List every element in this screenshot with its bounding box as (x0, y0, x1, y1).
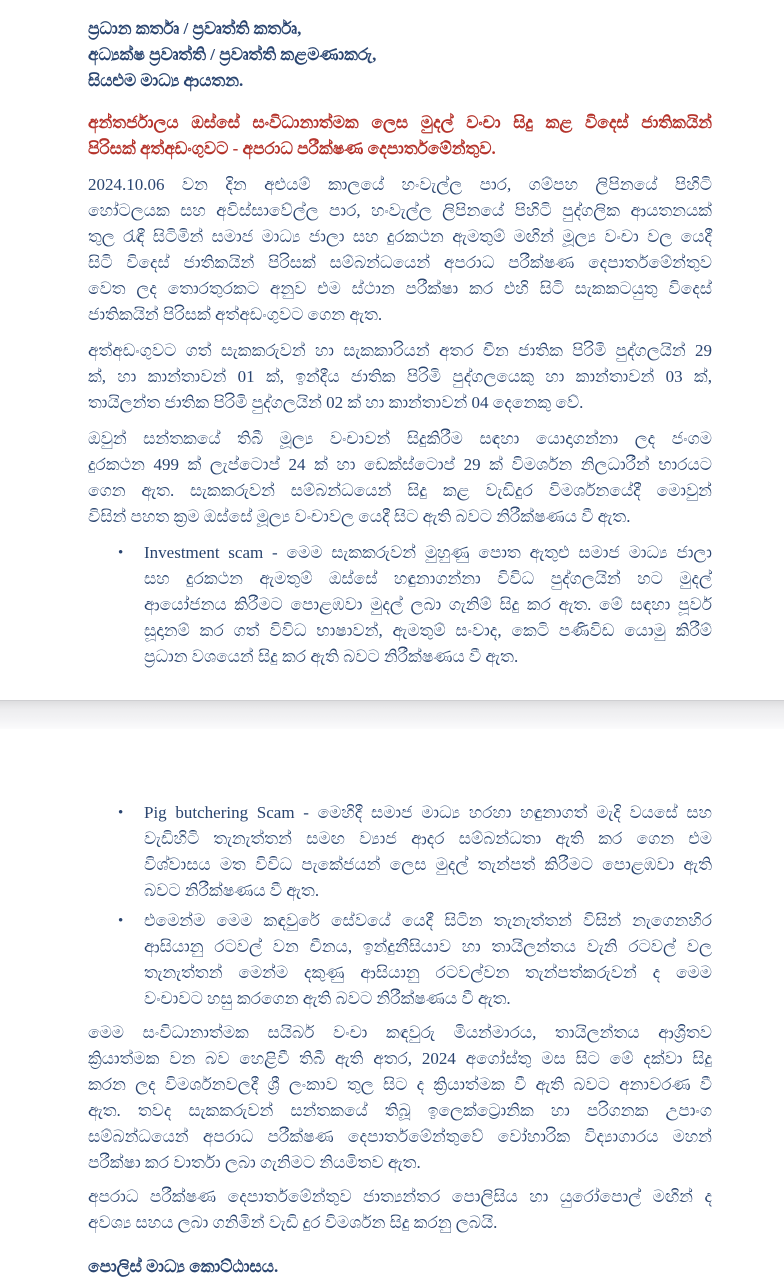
text-line: අපරාධ පරීක්ෂණ දෙපාර්තමේන්තුව ජාත්‍යන්තර පොලිසිය හා යුරෝපොල් මඟින් ද (88, 1187, 712, 1206)
bullet-scam-camp-text (144, 908, 712, 1012)
police-media-division-signature: පොලිස් මාධ්‍ය කොට්ඨාසය. (88, 1257, 279, 1276)
page-break-separator (0, 700, 784, 729)
text-line: ආසියානු රටවල් වන චීනය, ඉන්දුනීසියාව හා තායිලන්තය වැනි රටවල් වල (144, 937, 712, 956)
text-line: ආයෝජනය කිරීමට පොළඹවා මුදල් ලබා ගැනිම් සිදු කර ඇත. මේ සඳහා පූර්ව (144, 595, 712, 614)
text-line: අවශ්‍ය සහය ලබා ගනිමින් වැඩි දුර විමර්ශන සිදු කරනු ලබයි. (88, 1213, 498, 1232)
text-line: කරන ලද විමර්ශනවලදී ශ්‍රී ලංකාව තුල සිට ද ක්‍රියාත්මක වී ඇති බවට අනාවරණ වී (88, 1075, 712, 1094)
paragraph-arrest-details (88, 172, 712, 328)
text-line: බවට නිරීක්ෂණය වී ඇත. (144, 881, 320, 900)
text-line: සහ දුරකථන ඇමතුම් ඔස්සේ හඳුනාගන්නා විවිධ පුද්ගලයින් හට මුදල් (144, 569, 712, 588)
text-line: හෝටලයක සහ අවිස්සාවේල්ල පාර, හංවැල්ල ලිපිනයේ පිහිටි පුද්ගලික ආයතනයක් (88, 201, 712, 220)
bullet-pig-butchering-text (144, 800, 712, 904)
text-line: සිටි විදෙස් ජාතිකයින් පිරිසක් සම්බන්ධයෙන් අපරාධ පරීක්ෂණ දෙපාර්තමේන්තුව (88, 253, 712, 272)
text-line: අධ්‍යක්ෂ ප්‍රවෘත්ති / ප්‍රවෘත්ති කළමණාකරු, (88, 45, 377, 64)
bullet-investment-scam (118, 540, 712, 670)
text-line: ක්, හා කාන්තාවන් 01 ක්, ඉන්දීය ජාතික පිරිමි පුද්ගලයෙකු හා කාන්තාවන් 03 ක්, (88, 367, 712, 386)
recipient-address-block (88, 16, 712, 94)
text-line: Investment scam - මෙම සැකකරුවන් මුහුණු පොත ඇතුළු සමාජ මාධ්‍ය ජාලා (144, 543, 712, 562)
text-line: ඔවුන් සන්තකයේ තිබී මූල්‍ය වංචාවන් සිදුකිරීම සඳහා යොදාගන්නා ලද ජංගම (88, 429, 712, 448)
text-line: තුල රැඳී සිටිමින් සමාජ මාධ්‍ය ජාලා සහ දුරකථන ඇමතුම් මඟින් මූල්‍ය වංචා වල යෙදී (88, 227, 712, 246)
text-line: එමෙන්ම මෙම කඳවුරේ සේවයේ යෙදී සිටින තැනැත්තන් විසින් නැගෙනහිර (144, 911, 712, 930)
paragraph-seized-devices (88, 426, 712, 530)
text-line: වෙත ලද තොරතුරකට අනුව එම ස්ථාන පරීක්ෂා කර එහි සිටි සැකකටයුතු විදෙස් (88, 279, 712, 298)
bullet-pig-butchering-scam (118, 800, 712, 904)
text-line: විශ්වාසය මත විවිධ පැකේජයන් ලෙස මුදල් තැන්පත් කිරීමට පොළඹවා ඇති (144, 855, 712, 874)
paragraph-suspect-counts (88, 338, 712, 416)
text-line: ගෙන ඇත. සැකකරුවන් සම්බන්ධයෙන් සිදු කළ වැඩිදුර විමර්ශනයේදී මොවුන් (88, 481, 712, 500)
text-line: මෙම සංවිධානාත්මක සයිබර් වංචා කඳවුරු මියන්මාරය, තායිලන්තය ආශ්‍රිතව (88, 1023, 712, 1042)
text-line: විසින් පහත ක්‍රම ඔස්සේ මූල්‍ය වංචාවල යෙදී සිට ඇති බවට නිරීක්ෂණය වී ඇත. (88, 507, 631, 526)
bullet-scam-camp (118, 908, 712, 1012)
bullet-dot-icon: • (118, 545, 124, 561)
text-line: පරීක්ෂා කර වාර්තා ලබා ගැනිමට නියමිතව ඇත. (88, 1153, 421, 1172)
bullet-investment-scam-text (144, 540, 712, 670)
bullet-dot-icon: • (118, 805, 124, 821)
text-line: පිරිසක් අත්අඩංගුවට - අපරාධ පරීක්ෂණ දෙපාර්තමේන්තුව. (88, 139, 496, 158)
text-line: තායිලන්ත ජාතික පිරිමි පුද්ගලයින් 02 ක් හා කාන්තාවන් 04 දෙනෙකු වේ. (88, 393, 584, 412)
text-line: ප්‍රධාන වශයෙන් සිදු කර ඇති බවට නිරීක්ෂණය වී ඇත. (144, 647, 519, 666)
text-line: වංචාවට හසු කරගෙන ඇති බවට නිරීක්ෂණය වී ඇත. (144, 989, 511, 1008)
text-line: දුරකථන 499 ක් ලැප්ටොප් 24 ක් හා ඩෙක්ස්ටොප් 29 ක් විමර්ශන නිලධාරීන් භාරයට (88, 455, 712, 474)
text-line: ප්‍රධාන කර්තෘ / ප්‍රවෘත්ති කර්තෘ, (88, 19, 302, 38)
document-page-2 (0, 800, 784, 1280)
bullet-dot-icon: • (118, 913, 124, 929)
text-line: අන්තර්ජාලය ඔස්සේ සංවිධානාත්මක ලෙස මුදල් වංචා සිදු කළ විදෙස් ජාතිකයින් (88, 113, 712, 132)
text-line: සූදානම් කර ගත් විවිධ භාෂාවන්, ඇමතුම් සංවාද, කෙටි පණිවිඩ යොමු කිරීම් (144, 621, 712, 640)
text-line: සියළුම මාධ්‍ය ආයතන. (88, 71, 244, 90)
paragraph-cyber-camp-findings (88, 1020, 712, 1176)
text-line: Pig butchering Scam - මෙහිදී සමාජ මාධ්‍ය හරහා හඳුනාගත් මැදි වයසේ සහ (144, 803, 712, 822)
text-line: ඇත. තවද සැකකරුවන් සන්තකයේ තිබූ ඉලෙක්ට්‍රොනික හා පරිගනක උපාංග (88, 1101, 712, 1120)
text-line: වැඩිහිටි තැනැත්තන් සමඟ ව්‍යාජ ආදර සම්බන්ධතා ඇති කර ගෙන එම (144, 829, 712, 848)
text-line: ජාතිකයින් පිරිසක් අත්අඩංගුවට ගෙන ඇත. (88, 305, 383, 324)
text-line: තැනැත්තන් මෙන්ම දකුණු ආසියානු රටවල්වන තැන්පත්කරුවන් ද මෙම (144, 963, 712, 982)
paragraph-interpol-europol (88, 1184, 712, 1236)
press-release-headline (88, 110, 712, 162)
text-line: සම්බන්ධයෙන් අපරාධ පරීක්ෂණ දෙපාර්තමේන්තුවේ වෝහාරික විද්‍යාගාරය මහන් (88, 1127, 712, 1146)
text-line: අත්අඩංගුවට ගත් සැකකරුවන් හා සැකකාරියන් අතර චීන ජාතික පිරිමි පුද්ගලයින් 29 (88, 341, 712, 360)
text-line: ක්‍රියාත්මක වන බව හෙළිවී තිබී ඇති අතර, 2024 අගෝස්තු මස සිට මේ දක්වා සිදු (88, 1049, 712, 1068)
text-line: 2024.10.06 වන දින අළුයම් කාලයේ හංවැල්ල පාර, ගම්පහ ලිපිනයේ පිහිටි (88, 175, 712, 194)
